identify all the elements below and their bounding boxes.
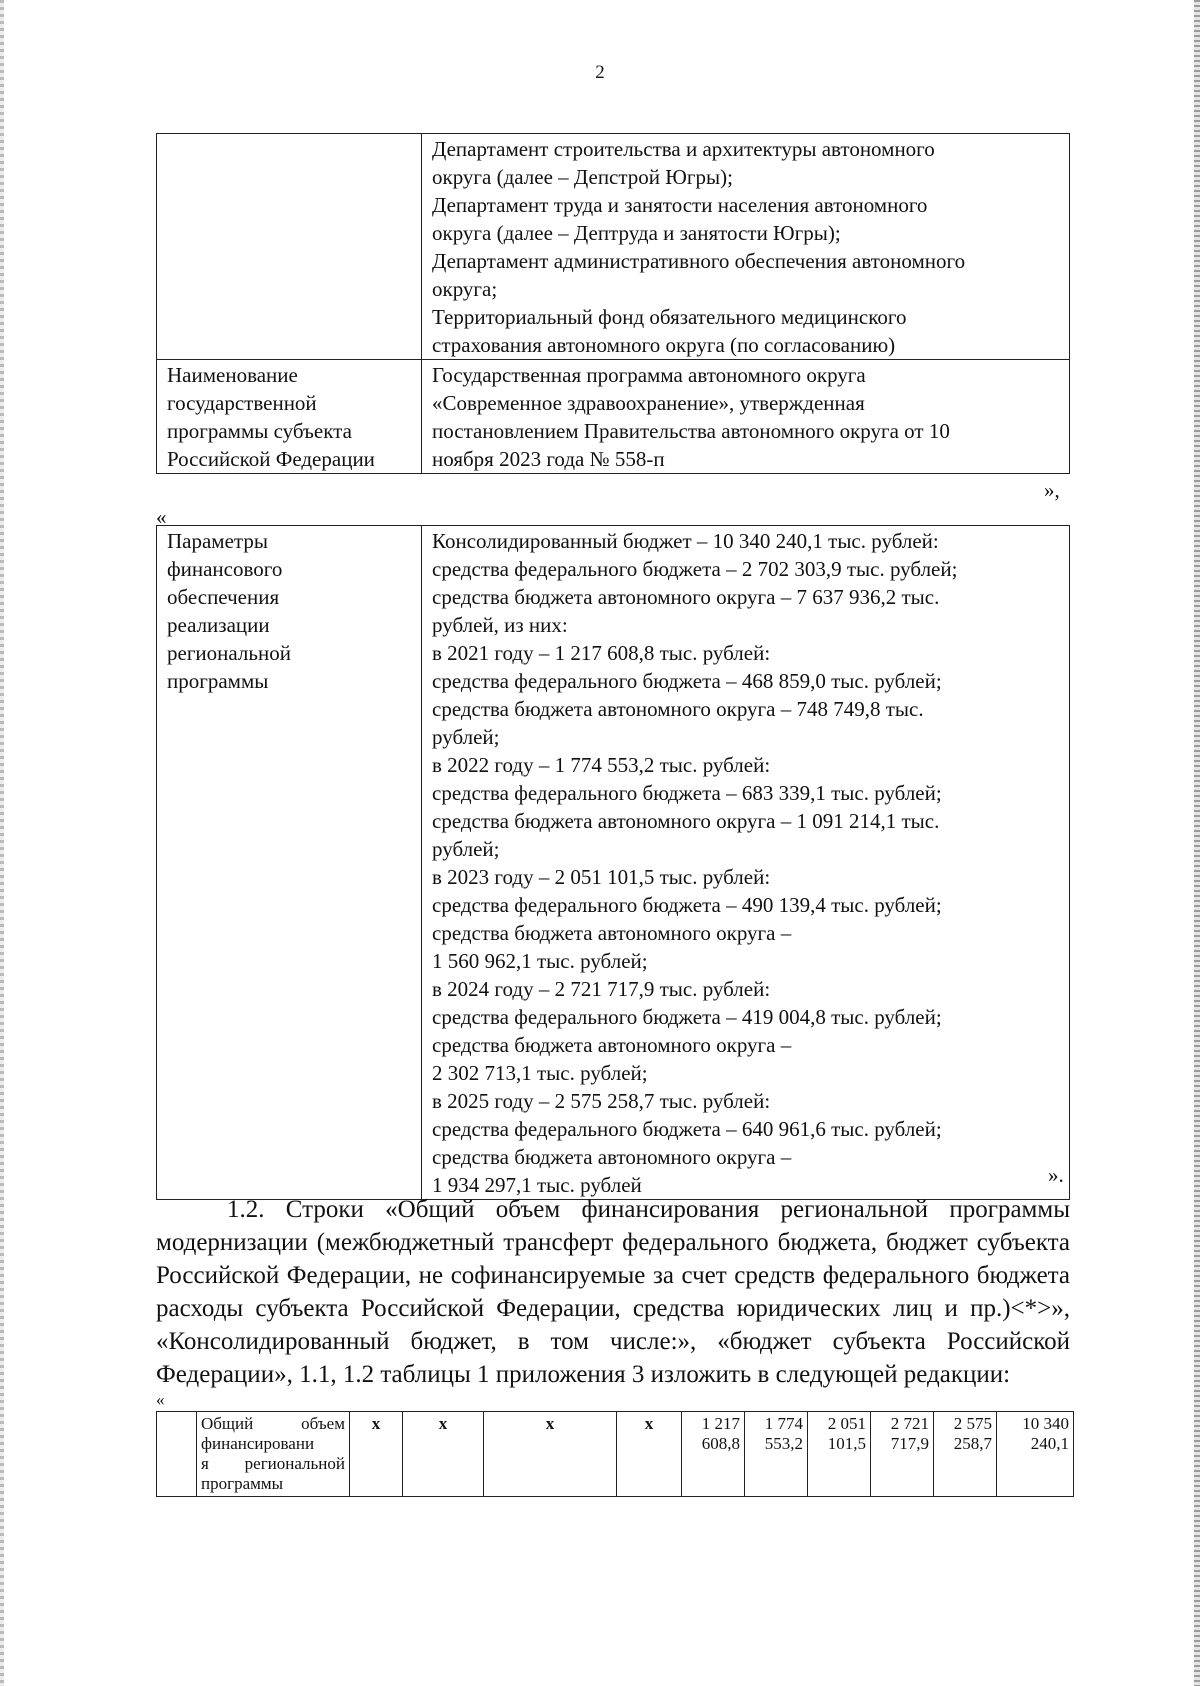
value-line: 258,7 — [953, 1434, 992, 1453]
value-line: 10 340 — [1022, 1414, 1069, 1433]
text-line: средства федерального бюджета – 419 004,8 тыс. рублей; — [432, 1005, 942, 1029]
table-cell-value — [808, 1412, 871, 1497]
financing-params-table — [156, 525, 1070, 1200]
text-line: средства бюджета автономного округа – 748 749,8 тыс. — [432, 697, 924, 721]
table-cell-number — [157, 1412, 197, 1497]
table-cell-value — [997, 1412, 1074, 1497]
table-row — [157, 360, 1070, 474]
value-line: 717,9 — [890, 1434, 929, 1453]
text-line: 2 302 713,1 тыс. рублей; — [432, 1061, 648, 1085]
text-line: средства федерального бюджета – 468 859,0 тыс. рублей; — [432, 669, 942, 693]
value-line: 2 575 — [953, 1414, 992, 1433]
text-line: в 2021 году – 1 217 608,8 тыс. рублей: — [432, 641, 771, 665]
financing-table — [156, 1411, 1074, 1497]
table-cell-label — [157, 526, 422, 1200]
value-line: 2 721 — [890, 1414, 929, 1433]
text-line: Параметры — [167, 529, 268, 553]
table-row — [157, 1412, 1074, 1497]
text-line: рублей, из них: — [432, 613, 568, 637]
table-cell-value — [934, 1412, 997, 1497]
open-quote: « — [156, 1390, 165, 1409]
text-line: Наименование — [167, 363, 298, 387]
table-cell-budget — [422, 526, 1070, 1200]
text-line: 1 560 962,1 тыс. рублей; — [432, 949, 648, 973]
text-line: средства бюджета автономного округа – 1 091 214,1 тыс. — [432, 809, 940, 833]
table-cell-name — [197, 1412, 350, 1497]
text-line: в 2025 году – 2 575 258,7 тыс. рублей: — [432, 1089, 771, 1113]
text-line: Территориальный фонд обязательного медицинского — [432, 305, 907, 329]
text-line: средства федерального бюджета – 640 961,6 тыс. рублей; — [432, 1117, 942, 1141]
table-cell-value — [682, 1412, 745, 1497]
scan-edge-right — [1194, 0, 1200, 1686]
table-cell-mark: x — [484, 1412, 617, 1497]
page-number: 2 — [595, 62, 605, 83]
table-cell-empty — [157, 134, 422, 360]
table-cell-mark: x — [350, 1412, 403, 1497]
table-row — [157, 526, 1070, 1200]
value-line: 240,1 — [1030, 1434, 1069, 1453]
responsible-table — [156, 133, 1070, 474]
text-line: Департамент труда и занятости населения автономного — [432, 193, 928, 217]
close-quote: », — [1044, 478, 1060, 502]
text-line: Консолидированный бюджет – 10 340 240,1 тыс. рублей: — [432, 529, 939, 553]
value-line: 553,2 — [764, 1434, 803, 1453]
text-line: Российской Федерации — [167, 447, 375, 471]
text-line: рублей; — [432, 725, 500, 749]
text-line: 1 934 297,1 тыс. рублей — [432, 1173, 642, 1197]
paragraph-text: 1.2. Строки «Общий объем финансирования региональной программы модернизации (межбюджетный трансферт федерального бюджета, бюджет субъекта Российской Федерации, не софинансируемые за счет средств федерального бюджета расходы субъекта Российской Федерации, средства юридических лиц и пр.)<*>», «Консолидированный бюджет, в том числе:», «бюджет субъекта Российской Федерации», 1.1, 1.2 таблицы 1 приложения 3 изложить в следующей редакции: — [156, 1196, 1070, 1388]
value-line: 1 217 — [701, 1414, 740, 1433]
text-line: средства федерального бюджета – 2 702 303,9 тыс. рублей; — [432, 557, 958, 581]
text-line: ноября 2023 года № 558-п — [432, 447, 665, 471]
text-line: государственной — [167, 391, 317, 415]
text-line: Государственная программа автономного округа — [432, 363, 866, 387]
amendment-paragraph — [156, 1193, 1070, 1391]
text-line: Департамент административного обеспечения автономного — [432, 249, 966, 273]
text-line: программы субъекта — [167, 419, 352, 443]
text-line: «Современное здравоохранение», утвержденная — [432, 391, 865, 415]
text-line: средства бюджета автономного округа – — [432, 1033, 792, 1057]
text-line: округа; — [432, 277, 498, 301]
close-quote: ». — [1048, 1163, 1064, 1187]
text-line: региональной — [167, 641, 291, 665]
text-line: реализации — [167, 613, 270, 637]
text-line: финансового — [167, 557, 283, 581]
text-line: в 2022 году – 1 774 553,2 тыс. рублей: — [432, 753, 771, 777]
text-line: Общий объем — [201, 1414, 345, 1433]
table-cell-mark: x — [617, 1412, 682, 1497]
text-line: обеспечения — [167, 585, 280, 609]
text-line: средства федерального бюджета – 683 339,1 тыс. рублей; — [432, 781, 942, 805]
text-line: рублей; — [432, 837, 500, 861]
text-line: средства бюджета автономного округа – — [432, 921, 792, 945]
table-cell-value — [871, 1412, 934, 1497]
text-line: в 2024 году – 2 721 717,9 тыс. рублей: — [432, 977, 771, 1001]
text-line: страхования автономного округа (по согласованию) — [432, 333, 896, 357]
text-line: в 2023 году – 2 051 101,5 тыс. рублей: — [432, 865, 771, 889]
value-line: 608,8 — [701, 1434, 740, 1453]
text-line: округа (далее – Депстрой Югры); — [432, 165, 733, 189]
text-line: я региональной — [201, 1454, 345, 1473]
table-cell-value — [745, 1412, 808, 1497]
open-quote: « — [156, 505, 167, 529]
value-line: 1 774 — [764, 1414, 803, 1433]
scan-edge-left — [0, 0, 4, 1686]
text-line: финансировани — [201, 1434, 315, 1453]
text-line: Департамент строительства и архитектуры автономного — [432, 137, 935, 161]
text-line: программы — [167, 669, 269, 693]
table-cell-departments — [422, 134, 1070, 360]
table-row — [157, 134, 1070, 360]
value-line: 101,5 — [827, 1434, 866, 1453]
value-line: 2 051 — [827, 1414, 866, 1433]
text-line: округа (далее – Дептруда и занятости Югры); — [432, 221, 841, 245]
text-line: средства бюджета автономного округа – — [432, 1145, 792, 1169]
text-line: постановлением Правительства автономного округа от 10 — [432, 419, 950, 443]
text-line: средства бюджета автономного округа – 7 637 936,2 тыс. — [432, 585, 940, 609]
table-cell-label — [157, 360, 422, 474]
text-line: программы — [201, 1474, 284, 1493]
text-line: средства федерального бюджета – 490 139,4 тыс. рублей; — [432, 893, 942, 917]
table-cell-mark: x — [403, 1412, 484, 1497]
table-cell-program-name — [422, 360, 1070, 474]
